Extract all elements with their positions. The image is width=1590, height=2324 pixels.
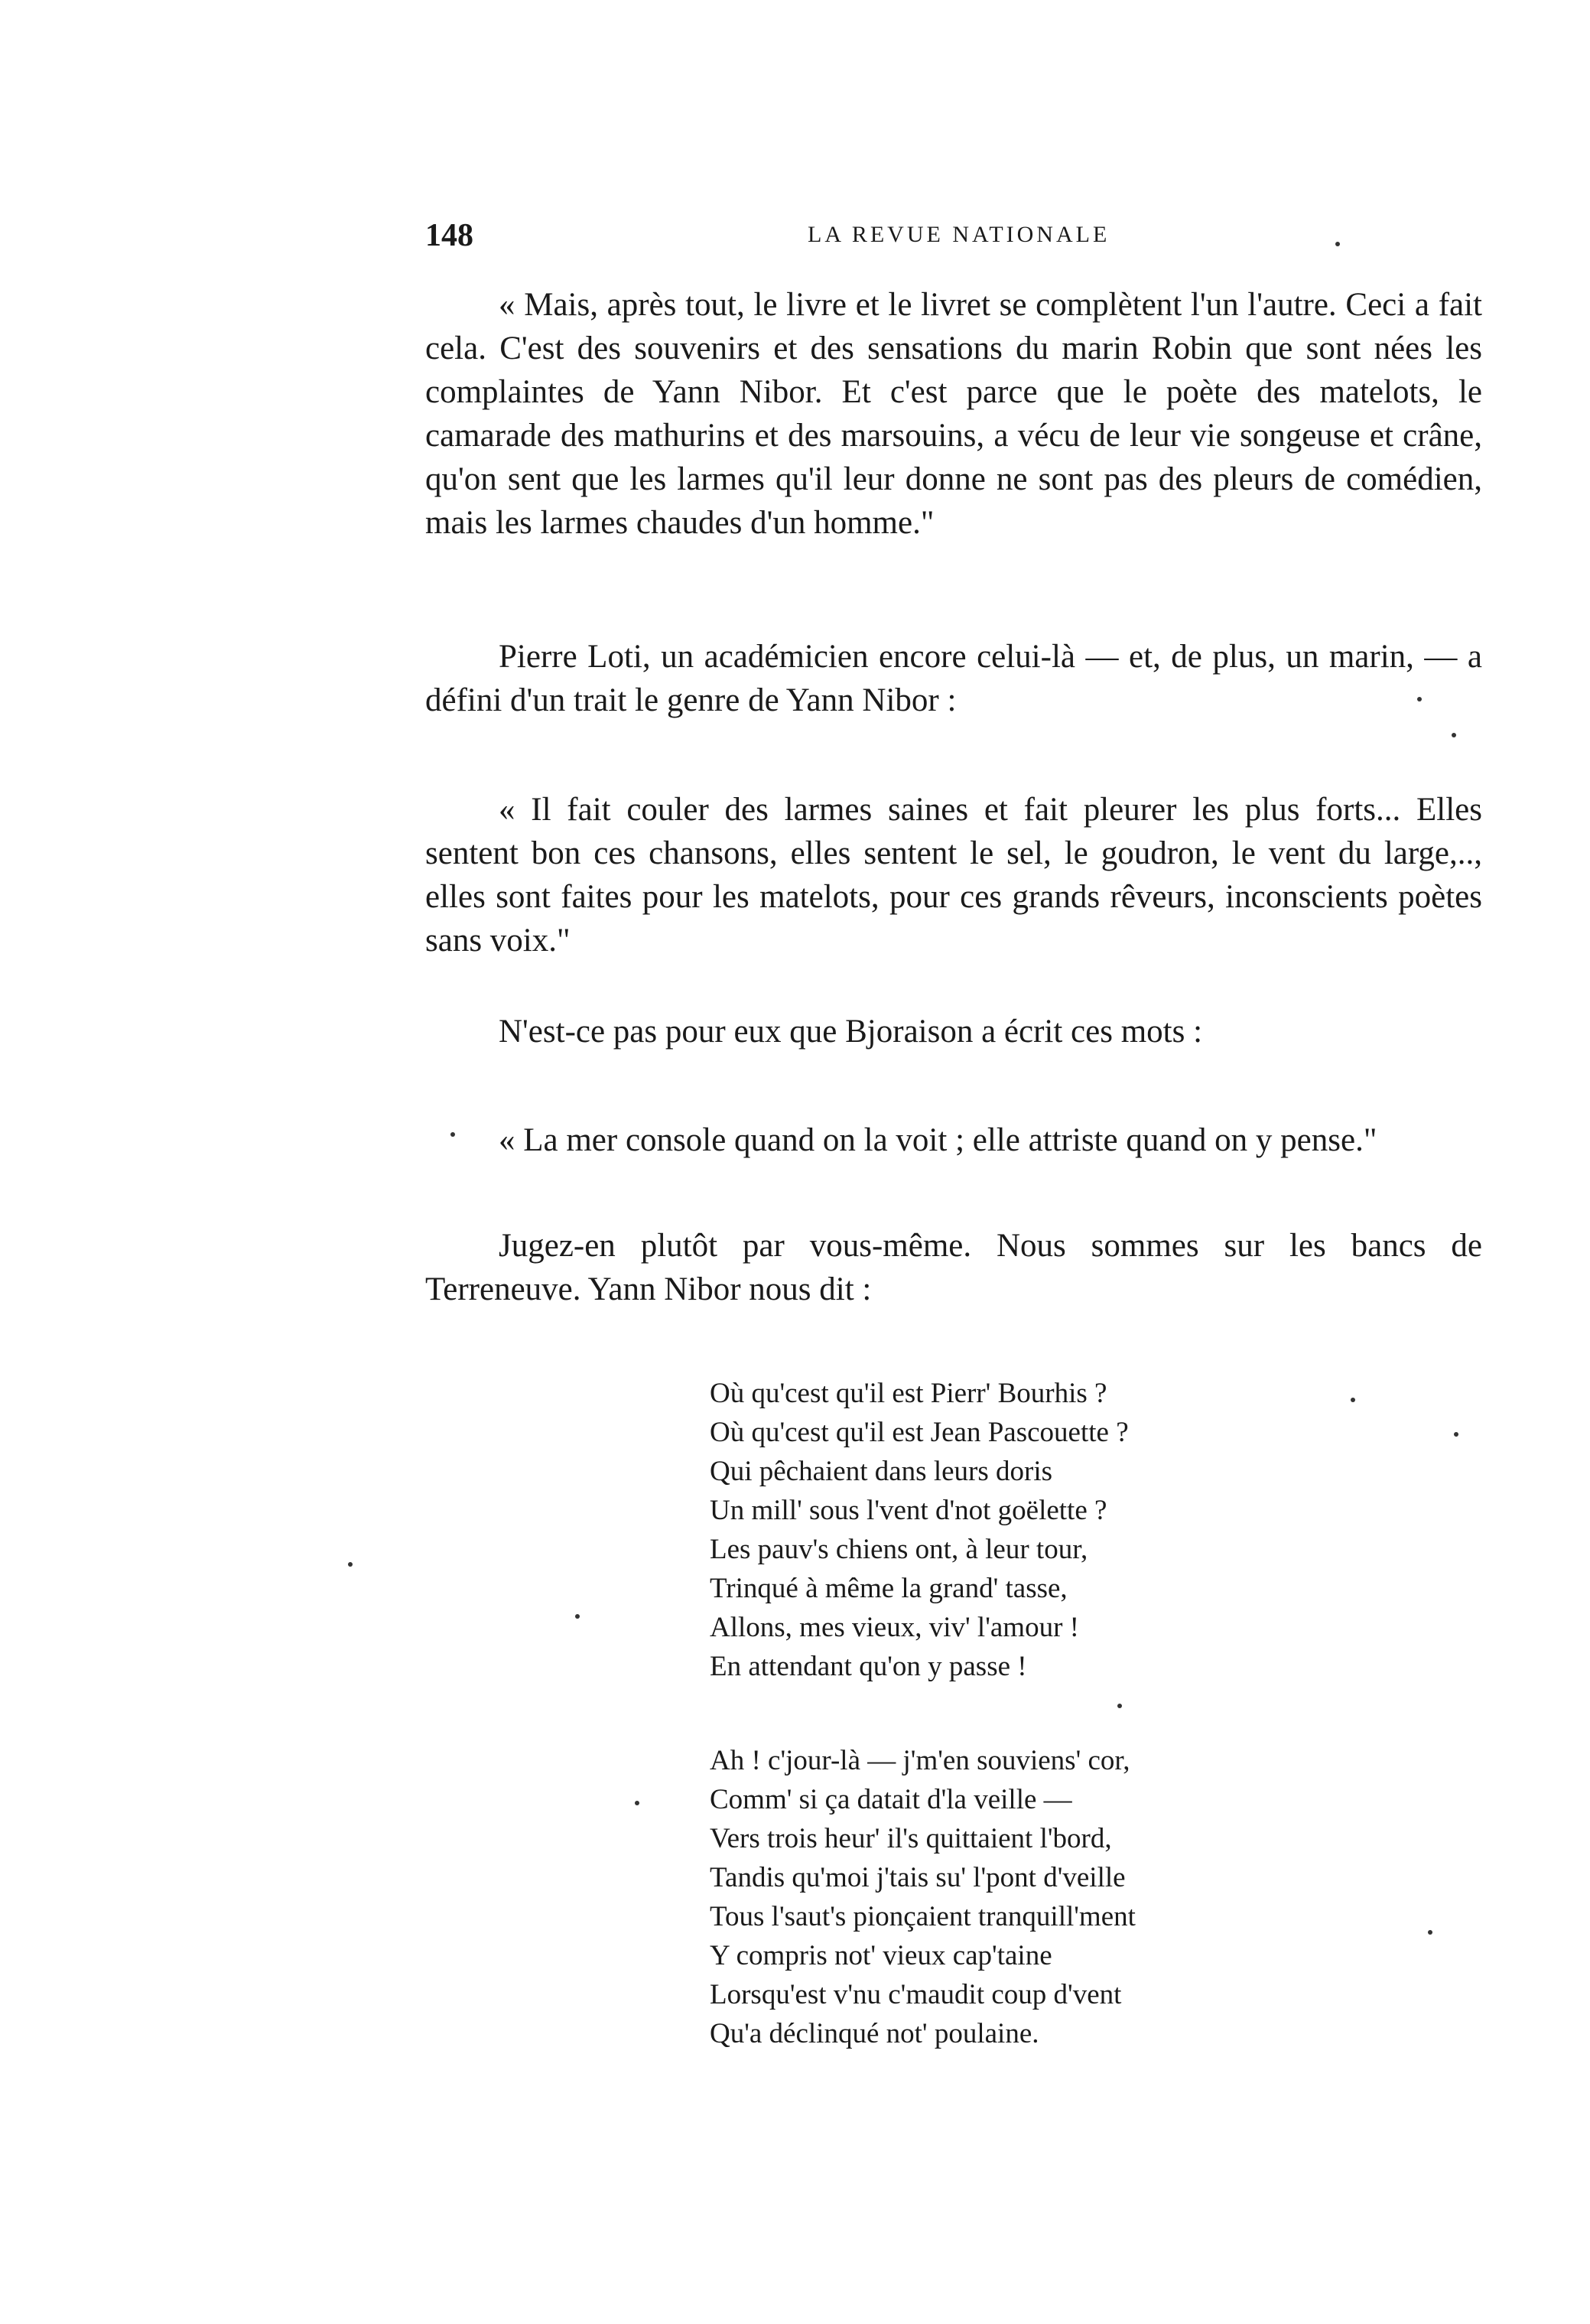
- poem-line: Comm' si ça datait d'la veille —: [710, 1784, 1072, 1815]
- page-number: 148: [425, 218, 473, 253]
- scan-speck: [348, 1562, 353, 1567]
- scan-speck: [1454, 1432, 1458, 1437]
- poem-line: Où qu'cest qu'il est Jean Pascouette ?: [710, 1417, 1129, 1448]
- scan-speck: [1335, 242, 1340, 246]
- poem-line: Trinqué à même la grand' tasse,: [710, 1573, 1068, 1604]
- page-header: [425, 217, 1482, 256]
- poem-line: Qu'a déclinqué not' poulaine.: [710, 2018, 1039, 2049]
- poem-stanza-2: [710, 1741, 1136, 2053]
- poem-line: En attendant qu'on y passe !: [710, 1651, 1027, 1682]
- poem-line: Vers trois heur' il's quittaient l'bord,: [710, 1823, 1112, 1854]
- scan-speck: [1117, 1704, 1122, 1708]
- paragraph-pierre-loti: Pierre Loti, un académicien encore celui-là — et, de plus, un marin, — a défini d'un trait le genre de Yann Nibor :: [425, 639, 1482, 718]
- paragraph-quote-robin: « Mais, après tout, le livre et le livret se complètent l'un l'autre. Ceci a fait cela. C'est des souvenirs et des sensations du marin Robin que sont nées les complaintes de Yann Nibor. Et c'est parce que le poète des matelots, le camarade des mathurins et des marsouins, a vécu de leur vie songeuse et crâne, qu'on sent que les larmes qu'il leur donne ne sont pas des pleurs de comédien, mais les larmes chaudes d'un homme.": [425, 287, 1482, 541]
- scan-speck: [450, 1132, 455, 1137]
- scan-speck: [1351, 1398, 1355, 1402]
- poem-line: Y compris not' vieux cap'taine: [710, 1940, 1052, 1971]
- paragraph-bjoraison: N'est-ce pas pour eux que Bjoraison a écrit ces mots :: [499, 1014, 1203, 1050]
- poem-line: Lorsqu'est v'nu c'maudit coup d'vent: [710, 1979, 1122, 2010]
- poem-line: Qui pêchaient dans leurs doris: [710, 1456, 1052, 1487]
- poem-line: Tandis qu'moi j'tais su' l'pont d'veille: [710, 1862, 1126, 1893]
- paragraph-quote-loti: « Il fait couler des larmes saines et fait pleurer les plus forts... Elles sentent bon ces chansons, elles sentent le sel, le goudron, le vent du large,.., elles sont faites pour les matelots, pour ces grands rêveurs, inconscients poètes sans voix.": [425, 792, 1482, 959]
- scan-speck: [1452, 733, 1456, 737]
- scan-speck: [1417, 697, 1422, 701]
- paragraph-quote-mer: « La mer console quand on la voit ; elle attriste quand on y pense.": [499, 1122, 1377, 1158]
- poem-stanza-1: [710, 1374, 1129, 1686]
- poem-line: Un mill' sous l'vent d'not goëlette ?: [710, 1495, 1107, 1526]
- running-title: LA REVUE NATIONALE: [808, 222, 1110, 247]
- paragraph-jugez: Jugez-en plutôt par vous-même. Nous sommes sur les bancs de Terreneuve. Yann Nibor nous dit :: [425, 1228, 1482, 1307]
- poem-line: Ah ! c'jour-là — j'm'en souviens' cor,: [710, 1745, 1130, 1776]
- scan-speck: [635, 1801, 639, 1805]
- poem-line: Où qu'cest qu'il est Pierr' Bourhis ?: [710, 1378, 1107, 1409]
- scan-speck: [575, 1614, 580, 1619]
- poem-line: Allons, mes vieux, viv' l'amour !: [710, 1612, 1079, 1643]
- poem-line: Les pauv's chiens ont, à leur tour,: [710, 1534, 1088, 1565]
- scan-speck: [1428, 1930, 1432, 1935]
- poem-line: Tous l'saut's pionçaient tranquill'ment: [710, 1901, 1136, 1932]
